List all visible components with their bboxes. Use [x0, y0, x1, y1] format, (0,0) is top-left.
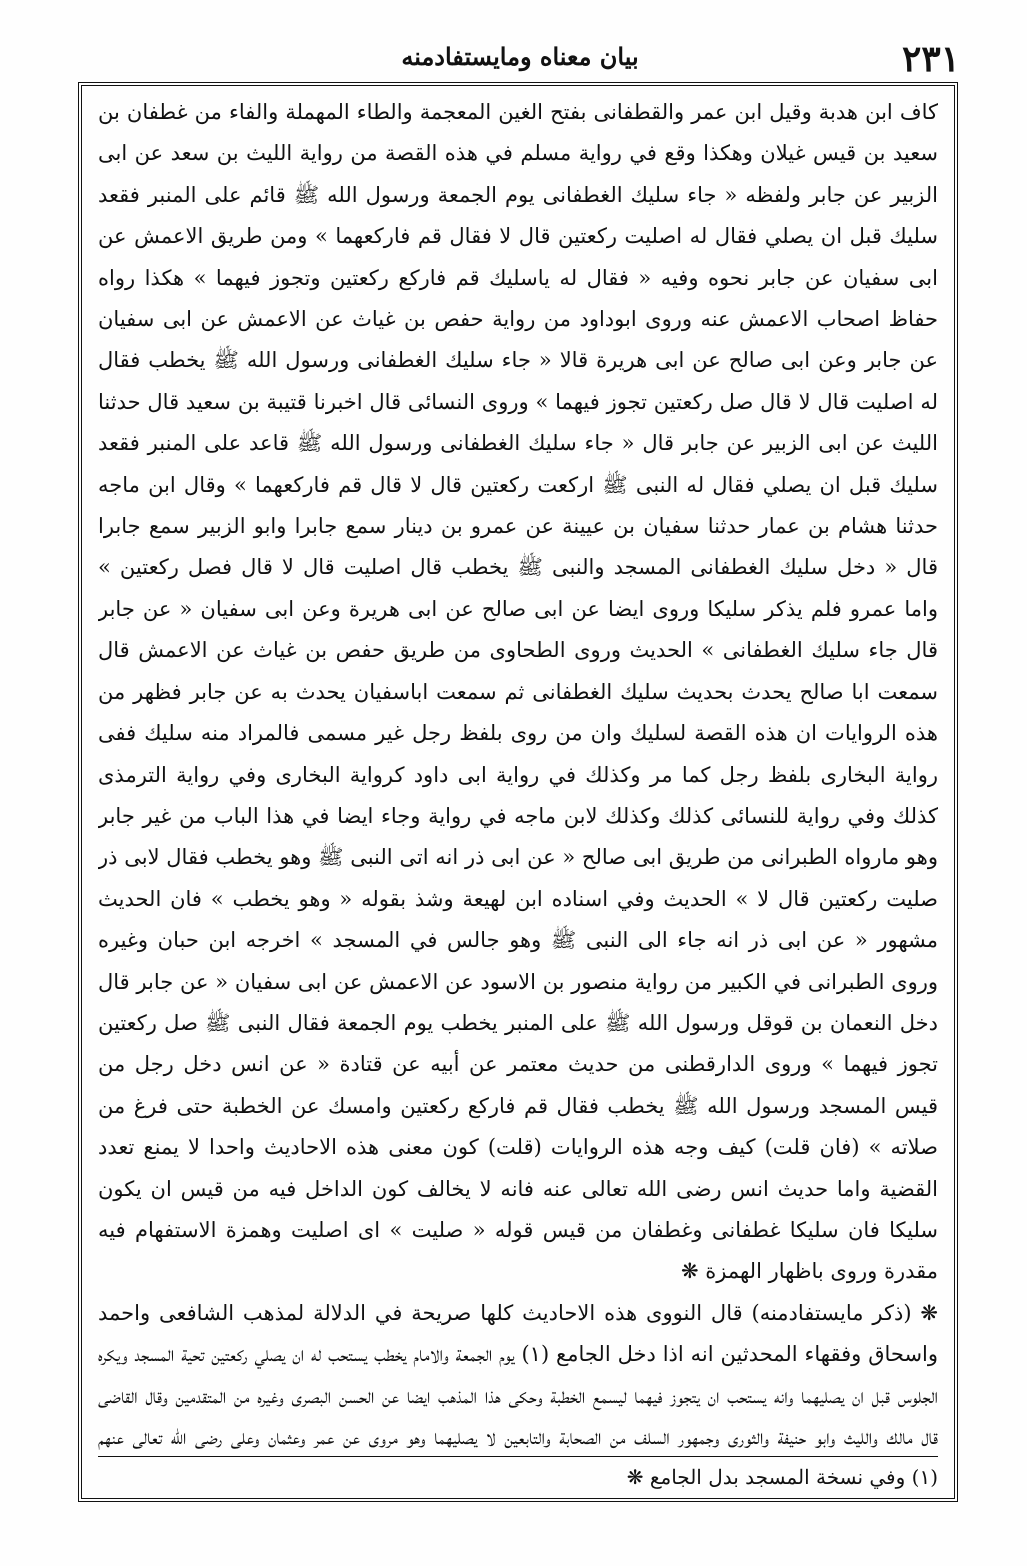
page-number: ٢٣١ [901, 38, 960, 80]
footnote: (١) وفي نسخة المسجد بدل الجامع ❋ [626, 1465, 938, 1489]
page-header [80, 38, 960, 80]
main-text [98, 92, 938, 1450]
running-title: بيان معناه ومايستفادمنه [401, 42, 639, 71]
footnote-divider [98, 1456, 938, 1457]
paragraph: ❋ (ذكر مايستفادمنه) قال النووى هذه الاحاديث كلها صريحة في الدلالة لمذهب الشافعى واحمد واسحاق وفقهاء المحدثين انه اذا دخل الجامع (١) يوم الجمعة والامام يخطب يستحب له ان يصلي ركعتين تحية المسجد ويكره الجلوس قبل ان يصليهما وانه يستحب ان يتجوز فيهما ليسمع الخطبة وحكى هذا المذهب ايضا عن الحسن البصرى وغيره من المتقدمين وقال القاضى قال مالك والليث وابو حنيفة والثورى وجمهور السلف من الصحابة والتابعين لا يصليهما وهو مروى عن عمر وعثمان وعلى رضى الله تعالى عنهم [98, 1300, 938, 1449]
paragraph: كاف ابن هدبة وقيل ابن عمر والقطفانى بفتح الغين المعجمة والطاء المهملة والفاء من غطفان بن سعيد بن قيس غيلان وهكذا وقع في رواية مسلم في هذه القصة من رواية الليث بن سعد عن ابى الزبير عن جابر ولفظه « جاء سليك الغطفانى يوم الجمعة ورسول الله ﷺ قائم على المنبر فقعد سليك قبل ان يصلي فقال له اصليت ركعتين قال لا فقال قم فاركعهما » ومن طريق الاعمش عن ابى سفيان عن جابر نحوه وفيه « فقال له ياسليك قم فاركع ركعتين وتجوز فيهما » هكذا رواه حفاظ اصحاب الاعمش عنه وروى ابوداود من رواية حفص بن غياث عن الاعمش عن ابى سفيان عن جابر وعن ابى صالح عن ابى هريرة قالا « جاء سليك الغطفانى ورسول الله ﷺ يخطب فقال له اصليت قال لا قال صل ركعتين تجوز فيهما » وروى النسائى قال اخبرنا قتيبة بن سعيد قال حدثنا الليث عن ابى الزبير عن جابر قال « جاء سليك الغطفانى ورسول الله ﷺ قاعد على المنبر فقعد سليك قبل ان يصلي فقال له النبى ﷺ اركعت ركعتين قال لا قال قم فاركعهما » وقال ابن ماجه حدثنا هشام بن عمار حدثنا سفيان بن عيينة عن عمرو بن دينار سمع جابرا وابو الزبير سمع جابرا قال « دخل سليك الغطفانى المسجد والنبى ﷺ يخطب قال اصليت قال لا قال فصل ركعتين » واما عمرو فلم يذكر سليكا وروى ايضا عن ابى صالح عن ابى هريرة وعن ابى سفيان « عن جابر قال جاء سليك الغطفانى » الحديث وروى الطحاوى من طريق حفص بن غياث عن الاعمش قال سمعت ابا صالح يحدث بحديث سليك الغطفانى ثم سمعت اباسفيان يحدث به عن جابر فظهر من هذه الروايات ان هذه القصة لسليك وان من روى بلفظ رجل غير مسمى فالمراد منه سليك ففى رواية البخارى بلفظ رجل كما مر وكذلك في رواية ابى داود كرواية البخارى وفي رواية الترمذى كذلك وفي رواية للنسائى كذلك وكذلك لابن ماجه في رواية وجاء ايضا في هذا الباب من غير جابر وهو مارواه الطبرانى من طريق ابى صالح « عن ابى ذر انه اتى النبى ﷺ وهو يخطب فقال لابى ذر صليت ركعتين قال لا » الحديث وفي اسناده ابن لهيعة وشذ بقوله « وهو يخطب » فان الحديث مشهور « عن ابى ذر انه جاء الى النبى ﷺ وهو جالس في المسجد » اخرجه ابن حبان وغيره وروى الطبرانى في الكبير من رواية منصور بن الاسود عن الاعمش عن ابى سفيان « عن جابر قال دخل النعمان بن قوقل ورسول الله ﷺ على المنبر يخطب يوم الجمعة فقال النبى ﷺ صل ركعتين تجوز فيهما » وروى الدارقطنى من حديث معتمر عن أبيه عن قتادة « عن انس دخل رجل من قيس المسجد ورسول الله ﷺ يخطب فقال قم فاركع ركعتين وامسك عن الخطبة حتى فرغ من صلاته » (فان قلت) كيف وجه هذه الروايات (قلت) كون معنى هذه الاحاديث واحدا لا يمنع تعدد القضية واما حديث انس رضى الله تعالى عنه فانه لا يخالف كون الداخل فيه من قيس ان يكون سليكا فان سليكا غطفانى وغطفان من قيس قوله « صليت » اى اصليت وهمزة الاستفهام فيه مقدرة وروى باظهار الهمزة ❋ [98, 100, 938, 1284]
